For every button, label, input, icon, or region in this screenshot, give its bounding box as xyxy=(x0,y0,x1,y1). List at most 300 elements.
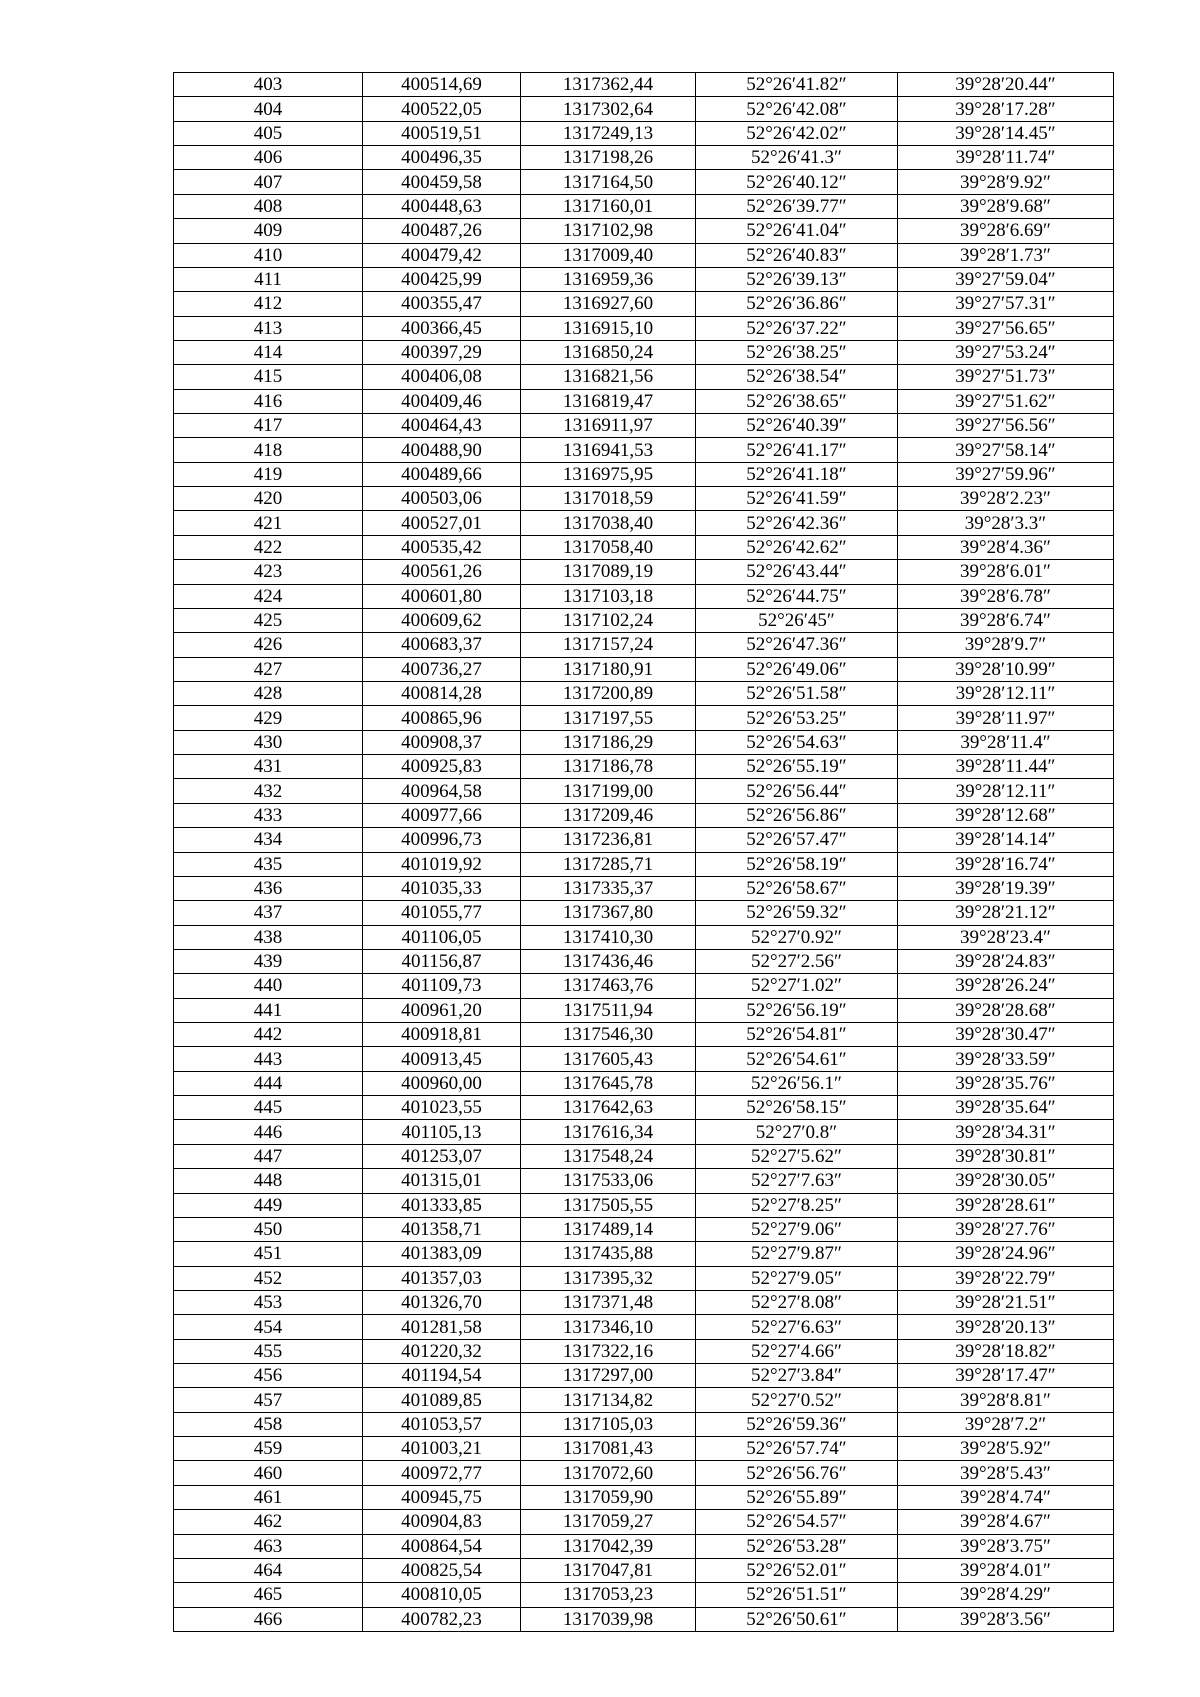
point-number-cell: 461 xyxy=(174,1485,363,1509)
latitude-cell: 52°26′41.17″ xyxy=(696,438,898,462)
x-coordinate-cell: 400535,42 xyxy=(363,535,521,559)
point-number-cell: 409 xyxy=(174,219,363,243)
point-number-cell: 415 xyxy=(174,365,363,389)
y-coordinate-cell: 1317436,46 xyxy=(521,949,696,973)
point-number-cell: 427 xyxy=(174,657,363,681)
longitude-cell: 39°28′11.97″ xyxy=(898,706,1114,730)
latitude-cell: 52°26′40.83″ xyxy=(696,243,898,267)
latitude-cell: 52°26′57.74″ xyxy=(696,1437,898,1461)
point-number-cell: 440 xyxy=(174,974,363,998)
table-row xyxy=(174,1388,1114,1412)
table-row xyxy=(174,414,1114,438)
y-coordinate-cell: 1317039,98 xyxy=(521,1607,696,1631)
table-row xyxy=(174,219,1114,243)
latitude-cell: 52°26′40.12″ xyxy=(696,170,898,194)
x-coordinate-cell: 400913,45 xyxy=(363,1047,521,1071)
point-number-cell: 445 xyxy=(174,1096,363,1120)
point-number-cell: 413 xyxy=(174,316,363,340)
table-row xyxy=(174,535,1114,559)
y-coordinate-cell: 1317209,46 xyxy=(521,803,696,827)
point-number-cell: 450 xyxy=(174,1217,363,1241)
point-number-cell: 406 xyxy=(174,146,363,170)
x-coordinate-cell: 401383,09 xyxy=(363,1242,521,1266)
table-row xyxy=(174,584,1114,608)
point-number-cell: 431 xyxy=(174,755,363,779)
table-row xyxy=(174,243,1114,267)
point-number-cell: 405 xyxy=(174,121,363,145)
x-coordinate-cell: 401003,21 xyxy=(363,1437,521,1461)
longitude-cell: 39°28′30.81″ xyxy=(898,1144,1114,1168)
table-row xyxy=(174,389,1114,413)
x-coordinate-cell: 400972,77 xyxy=(363,1461,521,1485)
point-number-cell: 435 xyxy=(174,852,363,876)
latitude-cell: 52°26′42.36″ xyxy=(696,511,898,535)
table-row xyxy=(174,1510,1114,1534)
y-coordinate-cell: 1317546,30 xyxy=(521,1023,696,1047)
x-coordinate-cell: 400864,54 xyxy=(363,1534,521,1558)
y-coordinate-cell: 1317335,37 xyxy=(521,876,696,900)
latitude-cell: 52°26′49.06″ xyxy=(696,657,898,681)
latitude-cell: 52°27′8.25″ xyxy=(696,1193,898,1217)
point-number-cell: 463 xyxy=(174,1534,363,1558)
x-coordinate-cell: 401333,85 xyxy=(363,1193,521,1217)
point-number-cell: 436 xyxy=(174,876,363,900)
table-row xyxy=(174,1485,1114,1509)
point-number-cell: 426 xyxy=(174,633,363,657)
table-row xyxy=(174,1534,1114,1558)
point-number-cell: 412 xyxy=(174,292,363,316)
latitude-cell: 52°26′47.36″ xyxy=(696,633,898,657)
point-number-cell: 438 xyxy=(174,925,363,949)
point-number-cell: 432 xyxy=(174,779,363,803)
y-coordinate-cell: 1317038,40 xyxy=(521,511,696,535)
table-row xyxy=(174,462,1114,486)
point-number-cell: 416 xyxy=(174,389,363,413)
longitude-cell: 39°28′34.31″ xyxy=(898,1120,1114,1144)
longitude-cell: 39°28′17.28″ xyxy=(898,97,1114,121)
y-coordinate-cell: 1317435,88 xyxy=(521,1242,696,1266)
latitude-cell: 52°26′43.44″ xyxy=(696,560,898,584)
longitude-cell: 39°28′3.75″ xyxy=(898,1534,1114,1558)
x-coordinate-cell: 401105,13 xyxy=(363,1120,521,1144)
longitude-cell: 39°28′2.23″ xyxy=(898,487,1114,511)
latitude-cell: 52°26′58.19″ xyxy=(696,852,898,876)
latitude-cell: 52°26′45″ xyxy=(696,608,898,632)
table-row xyxy=(174,340,1114,364)
y-coordinate-cell: 1317200,89 xyxy=(521,681,696,705)
point-number-cell: 460 xyxy=(174,1461,363,1485)
y-coordinate-cell: 1317605,43 xyxy=(521,1047,696,1071)
point-number-cell: 408 xyxy=(174,194,363,218)
table-row xyxy=(174,146,1114,170)
point-number-cell: 458 xyxy=(174,1412,363,1436)
longitude-cell: 39°27′59.04″ xyxy=(898,267,1114,291)
table-row xyxy=(174,1047,1114,1071)
table-row xyxy=(174,1607,1114,1631)
x-coordinate-cell: 401194,54 xyxy=(363,1364,521,1388)
longitude-cell: 39°28′22.79″ xyxy=(898,1266,1114,1290)
latitude-cell: 52°26′41.3″ xyxy=(696,146,898,170)
point-number-cell: 414 xyxy=(174,340,363,364)
latitude-cell: 52°26′53.28″ xyxy=(696,1534,898,1558)
longitude-cell: 39°28′11.4″ xyxy=(898,730,1114,754)
point-number-cell: 443 xyxy=(174,1047,363,1071)
table-row xyxy=(174,755,1114,779)
table-row xyxy=(174,949,1114,973)
point-number-cell: 444 xyxy=(174,1071,363,1095)
latitude-cell: 52°27′9.05″ xyxy=(696,1266,898,1290)
longitude-cell: 39°28′28.61″ xyxy=(898,1193,1114,1217)
table-row xyxy=(174,681,1114,705)
y-coordinate-cell: 1317058,40 xyxy=(521,535,696,559)
longitude-cell: 39°28′30.05″ xyxy=(898,1169,1114,1193)
latitude-cell: 52°26′55.19″ xyxy=(696,755,898,779)
longitude-cell: 39°28′4.36″ xyxy=(898,535,1114,559)
table-row xyxy=(174,121,1114,145)
longitude-cell: 39°28′12.11″ xyxy=(898,681,1114,705)
point-number-cell: 422 xyxy=(174,535,363,559)
x-coordinate-cell: 400865,96 xyxy=(363,706,521,730)
x-coordinate-cell: 400904,83 xyxy=(363,1510,521,1534)
y-coordinate-cell: 1317346,10 xyxy=(521,1315,696,1339)
table-row xyxy=(174,1412,1114,1436)
point-number-cell: 457 xyxy=(174,1388,363,1412)
longitude-cell: 39°28′7.2″ xyxy=(898,1412,1114,1436)
point-number-cell: 419 xyxy=(174,462,363,486)
table-row xyxy=(174,828,1114,852)
table-row xyxy=(174,1120,1114,1144)
longitude-cell: 39°28′19.39″ xyxy=(898,876,1114,900)
y-coordinate-cell: 1317533,06 xyxy=(521,1169,696,1193)
longitude-cell: 39°28′12.68″ xyxy=(898,803,1114,827)
table-row xyxy=(174,608,1114,632)
y-coordinate-cell: 1317157,24 xyxy=(521,633,696,657)
table-row xyxy=(174,267,1114,291)
y-coordinate-cell: 1317160,01 xyxy=(521,194,696,218)
longitude-cell: 39°27′51.73″ xyxy=(898,365,1114,389)
x-coordinate-cell: 401357,03 xyxy=(363,1266,521,1290)
x-coordinate-cell: 400945,75 xyxy=(363,1485,521,1509)
latitude-cell: 52°26′59.36″ xyxy=(696,1412,898,1436)
y-coordinate-cell: 1317463,76 xyxy=(521,974,696,998)
coordinates-table-body xyxy=(174,73,1114,1632)
x-coordinate-cell: 400503,06 xyxy=(363,487,521,511)
x-coordinate-cell: 400366,45 xyxy=(363,316,521,340)
y-coordinate-cell: 1316927,60 xyxy=(521,292,696,316)
longitude-cell: 39°28′11.44″ xyxy=(898,755,1114,779)
point-number-cell: 448 xyxy=(174,1169,363,1193)
y-coordinate-cell: 1317302,64 xyxy=(521,97,696,121)
point-number-cell: 459 xyxy=(174,1437,363,1461)
y-coordinate-cell: 1317072,60 xyxy=(521,1461,696,1485)
longitude-cell: 39°28′20.44″ xyxy=(898,73,1114,97)
y-coordinate-cell: 1317186,78 xyxy=(521,755,696,779)
table-row xyxy=(174,779,1114,803)
longitude-cell: 39°28′5.43″ xyxy=(898,1461,1114,1485)
longitude-cell: 39°28′4.01″ xyxy=(898,1558,1114,1582)
x-coordinate-cell: 400488,90 xyxy=(363,438,521,462)
y-coordinate-cell: 1317362,44 xyxy=(521,73,696,97)
x-coordinate-cell: 400908,37 xyxy=(363,730,521,754)
longitude-cell: 39°28′35.64″ xyxy=(898,1096,1114,1120)
x-coordinate-cell: 401035,33 xyxy=(363,876,521,900)
point-number-cell: 410 xyxy=(174,243,363,267)
point-number-cell: 429 xyxy=(174,706,363,730)
table-row xyxy=(174,292,1114,316)
point-number-cell: 454 xyxy=(174,1315,363,1339)
point-number-cell: 434 xyxy=(174,828,363,852)
y-coordinate-cell: 1317042,39 xyxy=(521,1534,696,1558)
latitude-cell: 52°27′0.92″ xyxy=(696,925,898,949)
longitude-cell: 39°28′30.47″ xyxy=(898,1023,1114,1047)
point-number-cell: 420 xyxy=(174,487,363,511)
latitude-cell: 52°26′41.59″ xyxy=(696,487,898,511)
latitude-cell: 52°27′0.8″ xyxy=(696,1120,898,1144)
latitude-cell: 52°26′51.58″ xyxy=(696,681,898,705)
y-coordinate-cell: 1317642,63 xyxy=(521,1096,696,1120)
latitude-cell: 52°26′59.32″ xyxy=(696,901,898,925)
point-number-cell: 449 xyxy=(174,1193,363,1217)
longitude-cell: 39°28′11.74″ xyxy=(898,146,1114,170)
longitude-cell: 39°27′57.31″ xyxy=(898,292,1114,316)
x-coordinate-cell: 400814,28 xyxy=(363,681,521,705)
x-coordinate-cell: 401106,05 xyxy=(363,925,521,949)
table-row xyxy=(174,901,1114,925)
point-number-cell: 464 xyxy=(174,1558,363,1582)
latitude-cell: 52°27′3.84″ xyxy=(696,1364,898,1388)
latitude-cell: 52°26′39.13″ xyxy=(696,267,898,291)
y-coordinate-cell: 1317645,78 xyxy=(521,1071,696,1095)
longitude-cell: 39°28′4.67″ xyxy=(898,1510,1114,1534)
latitude-cell: 52°26′36.86″ xyxy=(696,292,898,316)
y-coordinate-cell: 1317186,29 xyxy=(521,730,696,754)
latitude-cell: 52°26′56.86″ xyxy=(696,803,898,827)
latitude-cell: 52°27′6.63″ xyxy=(696,1315,898,1339)
x-coordinate-cell: 400810,05 xyxy=(363,1583,521,1607)
y-coordinate-cell: 1317009,40 xyxy=(521,243,696,267)
x-coordinate-cell: 400561,26 xyxy=(363,560,521,584)
latitude-cell: 52°26′44.75″ xyxy=(696,584,898,608)
longitude-cell: 39°28′6.69″ xyxy=(898,219,1114,243)
longitude-cell: 39°28′33.59″ xyxy=(898,1047,1114,1071)
x-coordinate-cell: 400489,66 xyxy=(363,462,521,486)
latitude-cell: 52°26′56.1″ xyxy=(696,1071,898,1095)
x-coordinate-cell: 400683,37 xyxy=(363,633,521,657)
latitude-cell: 52°27′2.56″ xyxy=(696,949,898,973)
longitude-cell: 39°28′16.74″ xyxy=(898,852,1114,876)
longitude-cell: 39°28′24.83″ xyxy=(898,949,1114,973)
x-coordinate-cell: 400425,99 xyxy=(363,267,521,291)
longitude-cell: 39°28′4.74″ xyxy=(898,1485,1114,1509)
point-number-cell: 430 xyxy=(174,730,363,754)
y-coordinate-cell: 1317489,14 xyxy=(521,1217,696,1241)
longitude-cell: 39°27′53.24″ xyxy=(898,340,1114,364)
x-coordinate-cell: 400925,83 xyxy=(363,755,521,779)
x-coordinate-cell: 400960,00 xyxy=(363,1071,521,1095)
longitude-cell: 39°28′27.76″ xyxy=(898,1217,1114,1241)
point-number-cell: 453 xyxy=(174,1290,363,1314)
point-number-cell: 466 xyxy=(174,1607,363,1631)
longitude-cell: 39°27′58.14″ xyxy=(898,438,1114,462)
latitude-cell: 52°26′38.65″ xyxy=(696,389,898,413)
longitude-cell: 39°28′3.3″ xyxy=(898,511,1114,535)
y-coordinate-cell: 1316941,53 xyxy=(521,438,696,462)
y-coordinate-cell: 1316911,97 xyxy=(521,414,696,438)
y-coordinate-cell: 1317616,34 xyxy=(521,1120,696,1144)
point-number-cell: 439 xyxy=(174,949,363,973)
x-coordinate-cell: 400825,54 xyxy=(363,1558,521,1582)
latitude-cell: 52°26′39.77″ xyxy=(696,194,898,218)
table-row xyxy=(174,1583,1114,1607)
point-number-cell: 451 xyxy=(174,1242,363,1266)
latitude-cell: 52°26′51.51″ xyxy=(696,1583,898,1607)
y-coordinate-cell: 1316819,47 xyxy=(521,389,696,413)
table-row xyxy=(174,1315,1114,1339)
table-row xyxy=(174,511,1114,535)
longitude-cell: 39°28′23.4″ xyxy=(898,925,1114,949)
latitude-cell: 52°26′54.57″ xyxy=(696,1510,898,1534)
table-row xyxy=(174,1461,1114,1485)
point-number-cell: 404 xyxy=(174,97,363,121)
y-coordinate-cell: 1317249,13 xyxy=(521,121,696,145)
latitude-cell: 52°27′5.62″ xyxy=(696,1144,898,1168)
x-coordinate-cell: 400522,05 xyxy=(363,97,521,121)
table-row xyxy=(174,438,1114,462)
latitude-cell: 52°26′55.89″ xyxy=(696,1485,898,1509)
x-coordinate-cell: 401281,58 xyxy=(363,1315,521,1339)
table-row xyxy=(174,1266,1114,1290)
latitude-cell: 52°26′42.08″ xyxy=(696,97,898,121)
y-coordinate-cell: 1317081,43 xyxy=(521,1437,696,1461)
y-coordinate-cell: 1316850,24 xyxy=(521,340,696,364)
longitude-cell: 39°28′12.11″ xyxy=(898,779,1114,803)
x-coordinate-cell: 400406,08 xyxy=(363,365,521,389)
table-row xyxy=(174,998,1114,1022)
table-row xyxy=(174,803,1114,827)
point-number-cell: 437 xyxy=(174,901,363,925)
table-row xyxy=(174,657,1114,681)
latitude-cell: 52°26′53.25″ xyxy=(696,706,898,730)
table-row xyxy=(174,876,1114,900)
x-coordinate-cell: 400464,43 xyxy=(363,414,521,438)
latitude-cell: 52°27′8.08″ xyxy=(696,1290,898,1314)
latitude-cell: 52°26′58.15″ xyxy=(696,1096,898,1120)
longitude-cell: 39°27′56.56″ xyxy=(898,414,1114,438)
table-row xyxy=(174,316,1114,340)
longitude-cell: 39°28′18.82″ xyxy=(898,1339,1114,1363)
y-coordinate-cell: 1317134,82 xyxy=(521,1388,696,1412)
table-row xyxy=(174,1339,1114,1363)
latitude-cell: 52°26′38.54″ xyxy=(696,365,898,389)
table-row xyxy=(174,1096,1114,1120)
x-coordinate-cell: 400459,58 xyxy=(363,170,521,194)
y-coordinate-cell: 1317367,80 xyxy=(521,901,696,925)
point-number-cell: 452 xyxy=(174,1266,363,1290)
latitude-cell: 52°26′54.61″ xyxy=(696,1047,898,1071)
longitude-cell: 39°28′21.12″ xyxy=(898,901,1114,925)
table-row xyxy=(174,365,1114,389)
latitude-cell: 52°27′7.63″ xyxy=(696,1169,898,1193)
x-coordinate-cell: 400527,01 xyxy=(363,511,521,535)
table-row xyxy=(174,1169,1114,1193)
y-coordinate-cell: 1317102,24 xyxy=(521,608,696,632)
coordinates-table xyxy=(173,72,1114,1632)
latitude-cell: 52°27′0.52″ xyxy=(696,1388,898,1412)
longitude-cell: 39°28′9.92″ xyxy=(898,170,1114,194)
point-number-cell: 465 xyxy=(174,1583,363,1607)
latitude-cell: 52°27′9.87″ xyxy=(696,1242,898,1266)
y-coordinate-cell: 1317164,50 xyxy=(521,170,696,194)
longitude-cell: 39°28′3.56″ xyxy=(898,1607,1114,1631)
point-number-cell: 462 xyxy=(174,1510,363,1534)
x-coordinate-cell: 400782,23 xyxy=(363,1607,521,1631)
x-coordinate-cell: 401253,07 xyxy=(363,1144,521,1168)
x-coordinate-cell: 400961,20 xyxy=(363,998,521,1022)
x-coordinate-cell: 401055,77 xyxy=(363,901,521,925)
y-coordinate-cell: 1317199,00 xyxy=(521,779,696,803)
longitude-cell: 39°28′21.51″ xyxy=(898,1290,1114,1314)
y-coordinate-cell: 1317395,32 xyxy=(521,1266,696,1290)
longitude-cell: 39°28′26.24″ xyxy=(898,974,1114,998)
table-row xyxy=(174,1144,1114,1168)
y-coordinate-cell: 1317505,55 xyxy=(521,1193,696,1217)
longitude-cell: 39°27′56.65″ xyxy=(898,316,1114,340)
x-coordinate-cell: 401053,57 xyxy=(363,1412,521,1436)
latitude-cell: 52°26′54.81″ xyxy=(696,1023,898,1047)
longitude-cell: 39°28′6.01″ xyxy=(898,560,1114,584)
latitude-cell: 52°26′58.67″ xyxy=(696,876,898,900)
y-coordinate-cell: 1316959,36 xyxy=(521,267,696,291)
table-row xyxy=(174,1558,1114,1582)
point-number-cell: 433 xyxy=(174,803,363,827)
x-coordinate-cell: 401019,92 xyxy=(363,852,521,876)
longitude-cell: 39°28′6.74″ xyxy=(898,608,1114,632)
latitude-cell: 52°26′56.19″ xyxy=(696,998,898,1022)
table-row xyxy=(174,1242,1114,1266)
latitude-cell: 52°27′4.66″ xyxy=(696,1339,898,1363)
latitude-cell: 52°26′41.82″ xyxy=(696,73,898,97)
y-coordinate-cell: 1317089,19 xyxy=(521,560,696,584)
latitude-cell: 52°26′50.61″ xyxy=(696,1607,898,1631)
table-row xyxy=(174,560,1114,584)
point-number-cell: 425 xyxy=(174,608,363,632)
table-row xyxy=(174,97,1114,121)
x-coordinate-cell: 401220,32 xyxy=(363,1339,521,1363)
x-coordinate-cell: 400397,29 xyxy=(363,340,521,364)
point-number-cell: 417 xyxy=(174,414,363,438)
point-number-cell: 441 xyxy=(174,998,363,1022)
point-number-cell: 428 xyxy=(174,681,363,705)
latitude-cell: 52°26′41.18″ xyxy=(696,462,898,486)
y-coordinate-cell: 1316821,56 xyxy=(521,365,696,389)
table-row xyxy=(174,633,1114,657)
point-number-cell: 455 xyxy=(174,1339,363,1363)
point-number-cell: 447 xyxy=(174,1144,363,1168)
x-coordinate-cell: 400496,35 xyxy=(363,146,521,170)
table-row xyxy=(174,73,1114,97)
x-coordinate-cell: 401089,85 xyxy=(363,1388,521,1412)
point-number-cell: 421 xyxy=(174,511,363,535)
longitude-cell: 39°28′5.92″ xyxy=(898,1437,1114,1461)
y-coordinate-cell: 1317197,55 xyxy=(521,706,696,730)
table-row xyxy=(174,1193,1114,1217)
table-row xyxy=(174,852,1114,876)
y-coordinate-cell: 1317018,59 xyxy=(521,487,696,511)
x-coordinate-cell: 401109,73 xyxy=(363,974,521,998)
y-coordinate-cell: 1317105,03 xyxy=(521,1412,696,1436)
x-coordinate-cell: 400487,26 xyxy=(363,219,521,243)
y-coordinate-cell: 1317102,98 xyxy=(521,219,696,243)
